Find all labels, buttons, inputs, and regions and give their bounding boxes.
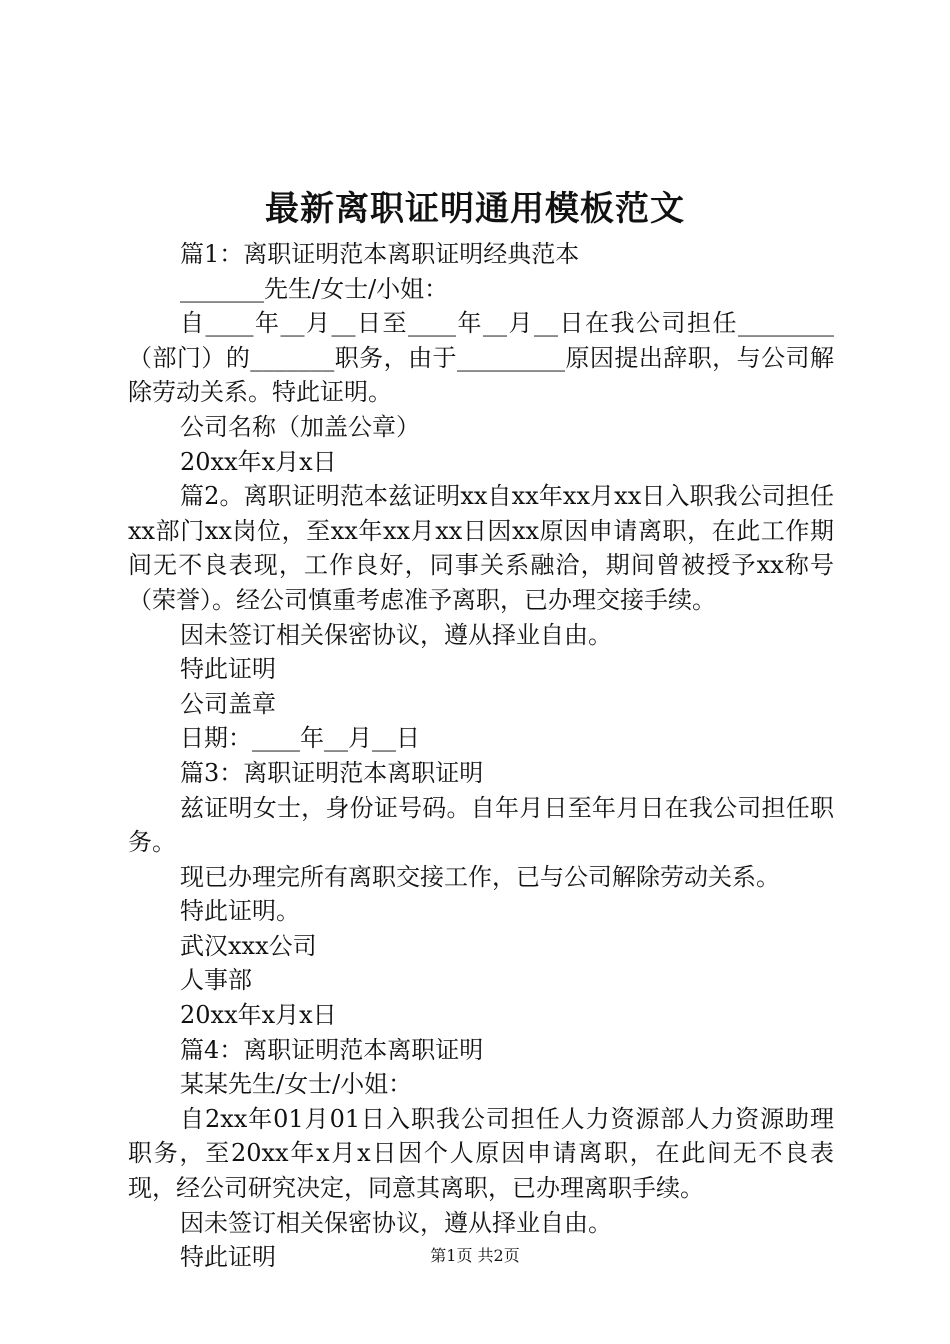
paragraph: 自____年__月__日至____年__月__日在我公司担任________（部门）的_______职务，由于_________原因提出辞职，与公司解除劳动关系。特此证明。 [128,309,834,407]
paragraph: 特此证明。 [180,897,300,926]
paragraph: 兹证明女士，身份证号码。自年月日至年月日在我公司担任职务。 [128,793,834,857]
paragraph: 20xx年x月x日 [180,1001,337,1030]
paragraph: 现已办理完所有离职交接工作，已与公司解除劳动关系。 [180,862,780,891]
paragraph: 篇4：离职证明范本离职证明 [180,1035,484,1064]
page-footer: 第1页 共2页 [430,1246,520,1265]
document-title: 最新离职证明通用模板范文 [265,189,685,229]
paragraph: 武汉xxx公司 [180,931,317,960]
paragraph: 篇1：离职证明范本离职证明经典范本 [180,240,580,268]
document-body [128,237,834,1275]
paragraph: 20xx年x月x日 [180,447,337,476]
paragraph: 特此证明 [180,1243,276,1272]
paragraph: 篇2。离职证明范本兹证明xx自xx年xx月xx日入职我公司担任xx部门xx岗位，至xx年xx月xx日因xx原因申请离职，在此工作期间无不良表现，工作良好，同事关系融洽，期间曾被授予xx称号（荣誉）。经公司慎重考虑准予离职，已办理交接手续。 [128,482,834,614]
paragraph: 公司名称（加盖公章） [180,412,420,441]
paragraph: 某某先生/女士/小姐： [180,1070,413,1099]
paragraph: 人事部 [180,966,252,995]
paragraph: _______先生/女士/小姐： [180,274,449,303]
paragraph: 日期：____年__月__日 [180,724,420,753]
paragraph: 特此证明 [180,655,276,684]
paragraph: 公司盖章 [180,689,276,718]
paragraph: 因未签订相关保密协议，遵从择业自由。 [180,1208,612,1237]
paragraph: 自2xx年01月01日入职我公司担任人力资源部人力资源助理职务，至20xx年x月x日因个人原因申请离职，在此间无不良表现，经公司研究决定，同意其离职，已办理离职手续。 [128,1104,834,1203]
paragraph: 因未签订相关保密协议，遵从择业自由。 [180,620,612,649]
paragraph: 篇3：离职证明范本离职证明 [180,758,484,787]
